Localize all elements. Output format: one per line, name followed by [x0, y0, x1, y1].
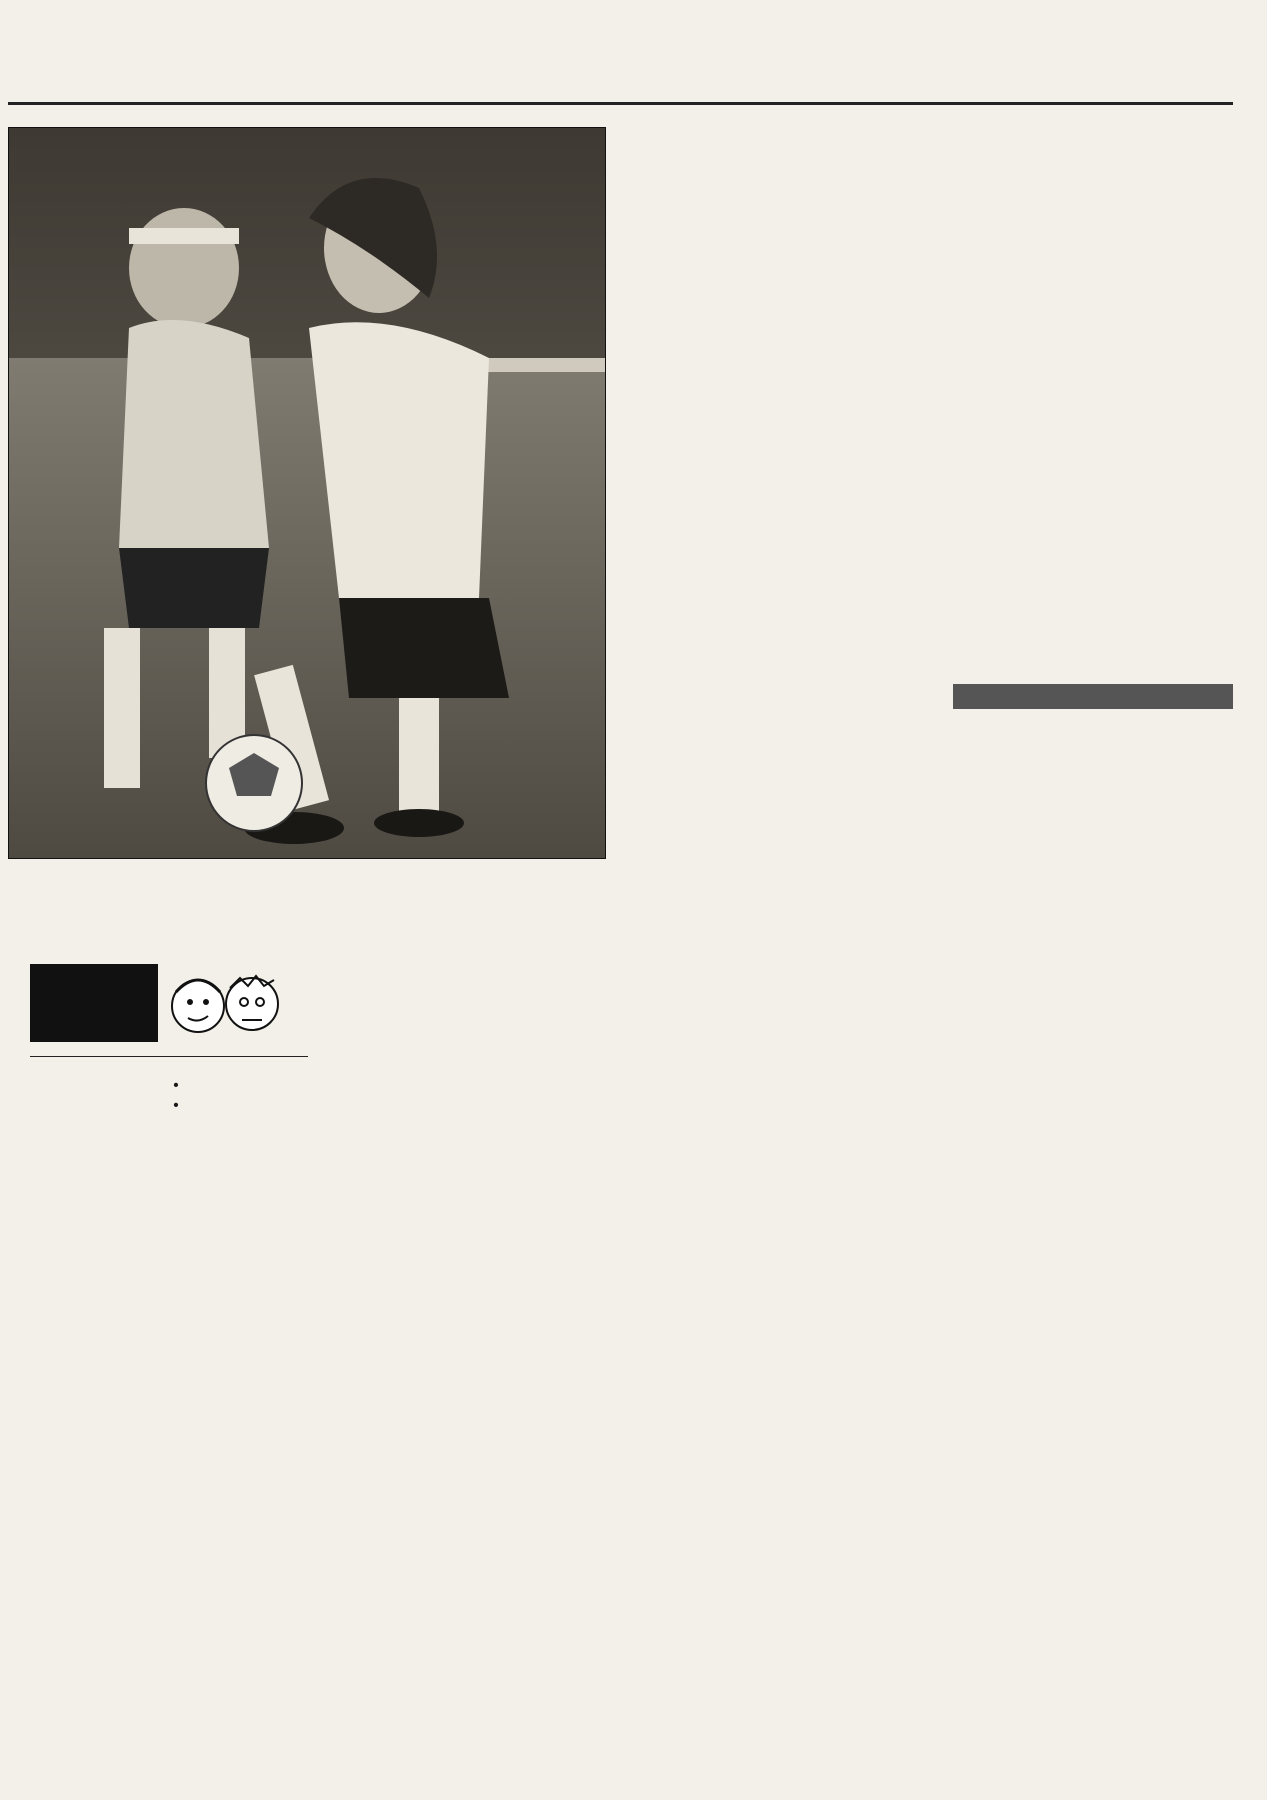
- header-rule: [8, 102, 1233, 105]
- photo-football-scene: [8, 127, 606, 859]
- cartoon-faces-icon: [160, 958, 290, 1050]
- separator-dot: •: [173, 1097, 179, 1114]
- rundums-column: [45, 1073, 307, 1119]
- table-title: [953, 684, 1233, 709]
- rundums-box: [30, 964, 158, 1042]
- rundums-logo: [30, 958, 290, 1050]
- results-left: [636, 732, 920, 742]
- football-scene-image: [9, 128, 605, 858]
- separator-dot: •: [173, 1077, 179, 1094]
- rundums-rule: [30, 1056, 308, 1057]
- results-right: [950, 333, 1232, 343]
